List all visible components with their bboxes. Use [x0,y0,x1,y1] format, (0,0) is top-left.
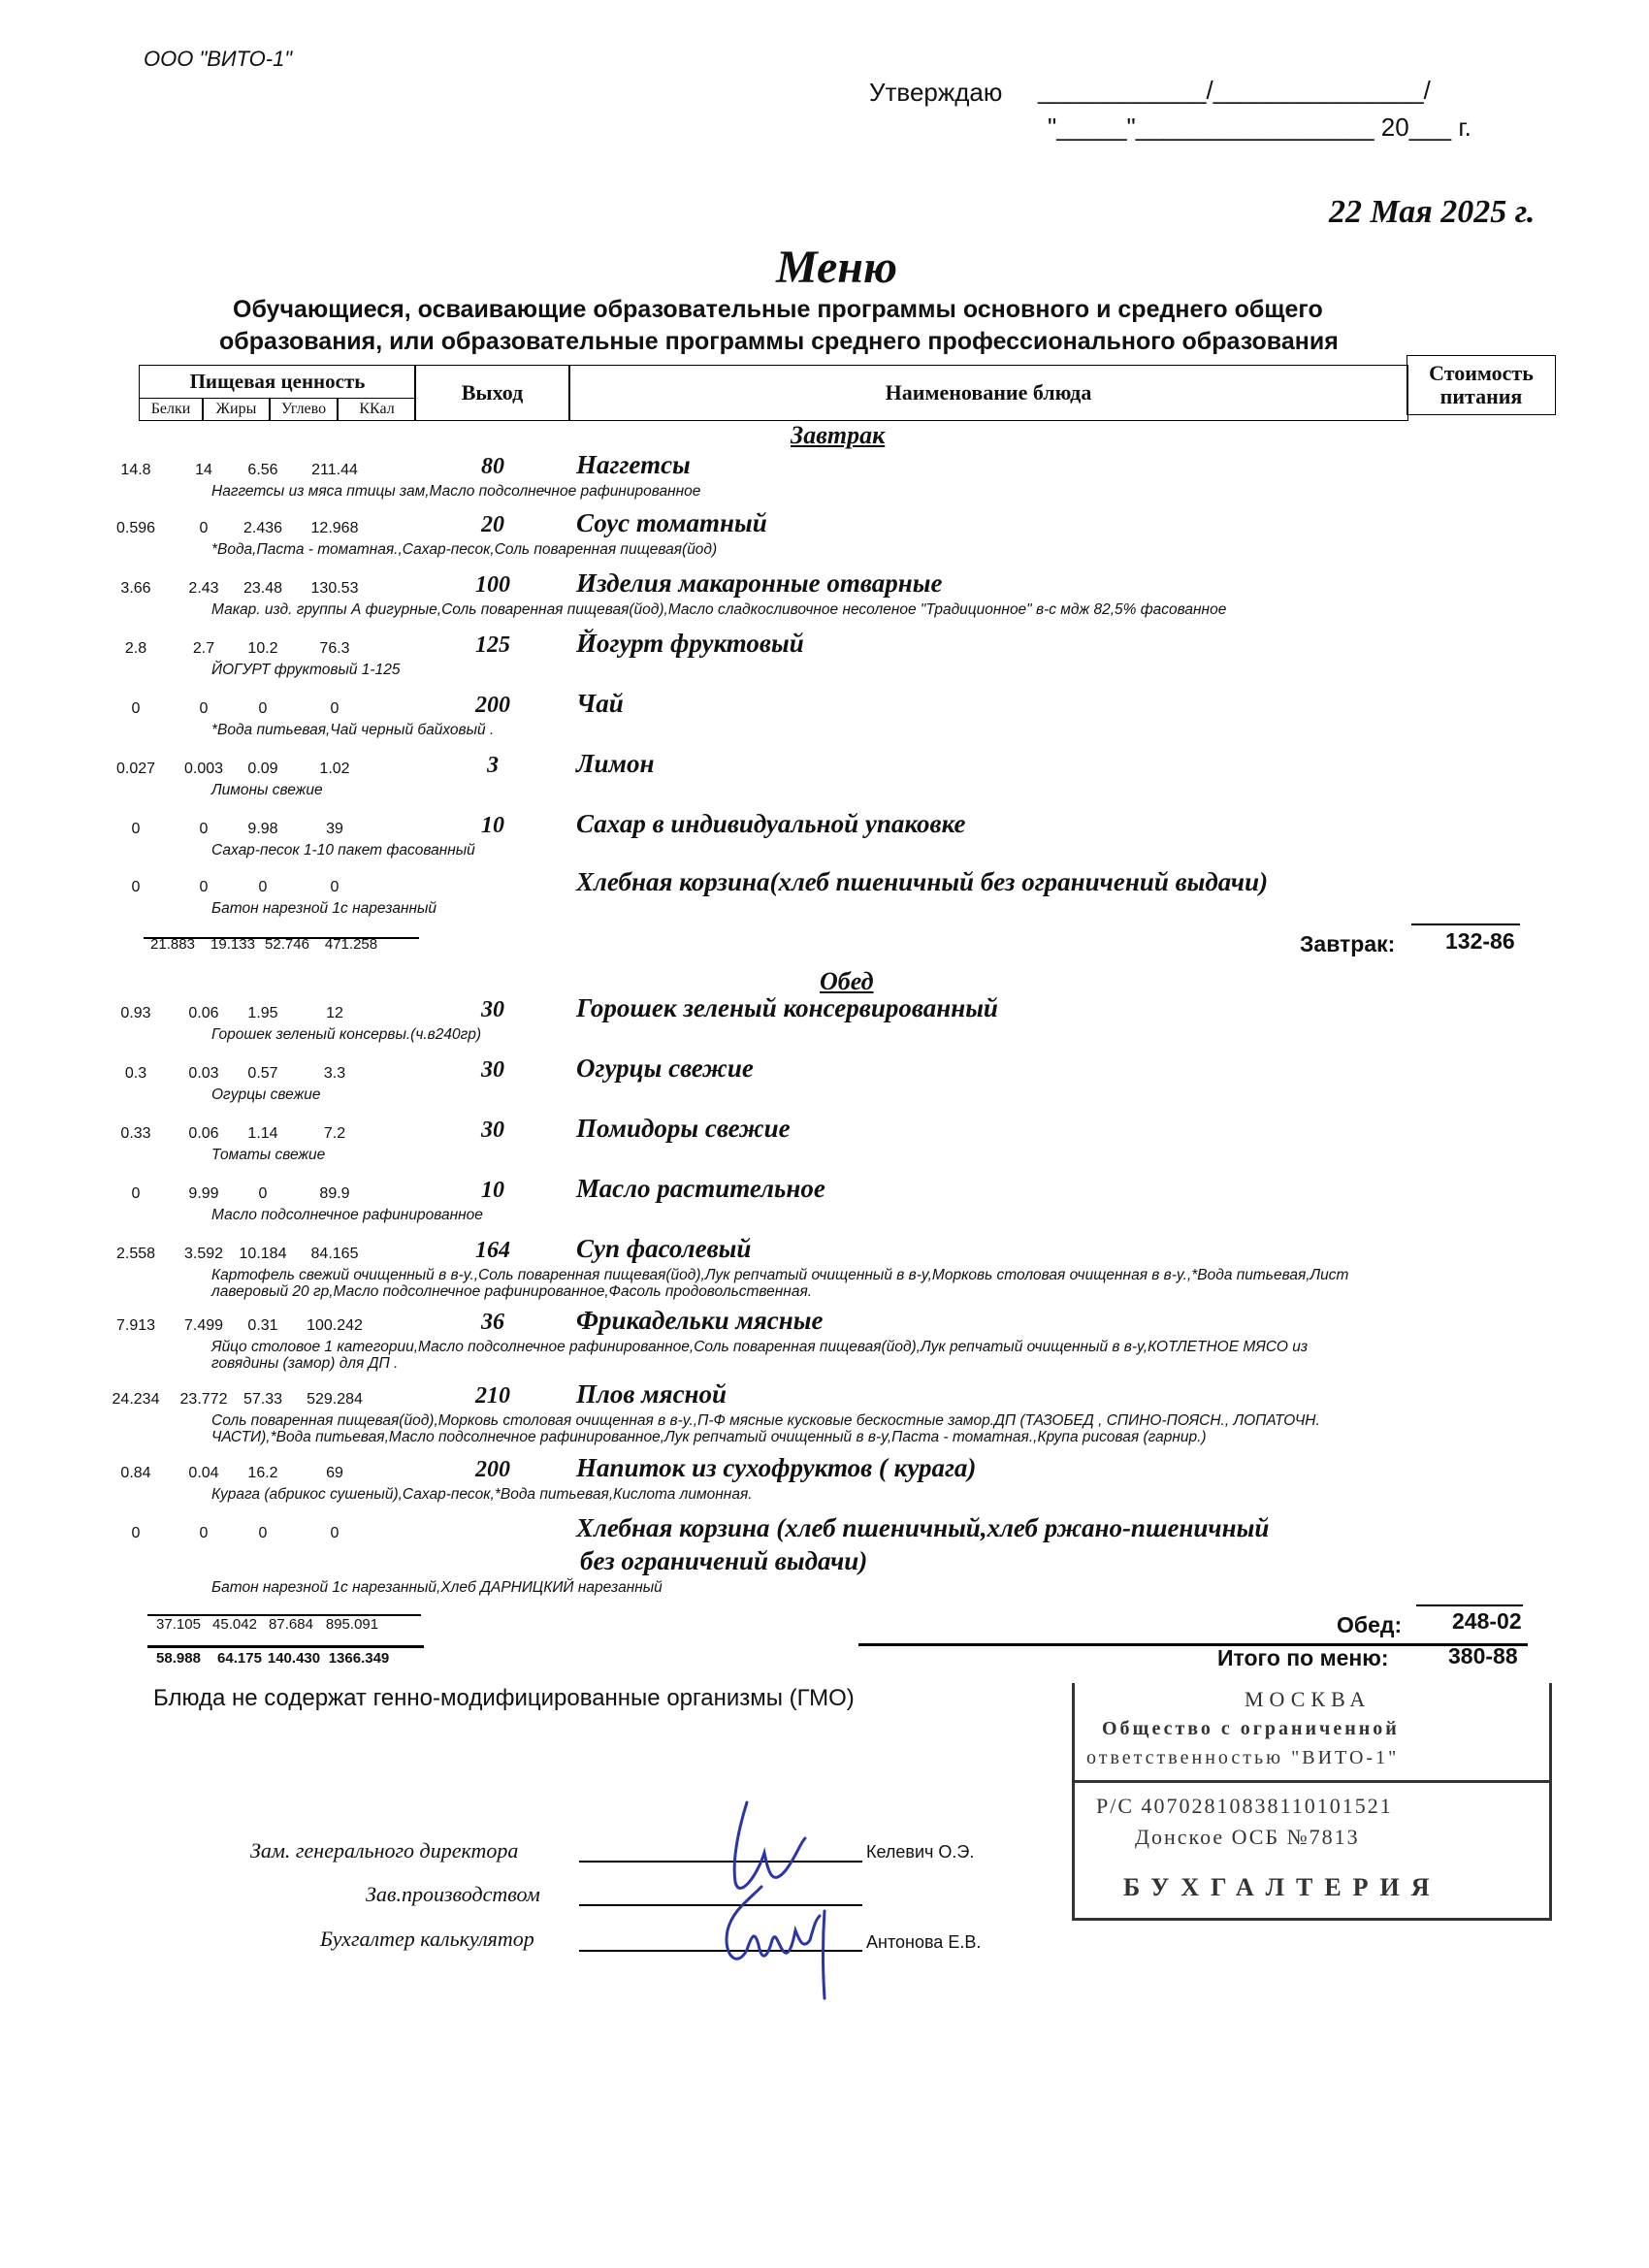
row-output: 10 [481,813,504,838]
subtitle-line-2: образования, или образовательные программы среднего профессионального образования [219,328,1339,355]
page-title: Меню [776,242,897,293]
header-dish: Наименование блюда [568,365,1408,421]
row-proteins: 0 [131,1525,141,1541]
row-carbs: 57.33 [242,1391,283,1408]
row-carbs: 1.95 [247,1005,278,1021]
row-carbs: 0 [258,879,268,895]
row-ingredients: ЙОГУРТ фруктовый 1-125 [211,662,401,678]
row-carbs: 6.56 [247,462,278,478]
row-kcal: 39 [326,821,343,837]
row-output: 200 [475,1457,510,1482]
row-dish-name: Сахар в индивидуальной упаковке [576,809,966,838]
row-kcal: 130.53 [310,580,359,597]
breakfast-cost-value: 132-86 [1445,928,1515,954]
row-ingredients: Наггетсы из мяса птицы зам,Масло подсолнечное рафинированное [211,483,701,500]
row-carbs: 0 [258,700,268,717]
section-title-breakfast: Завтрак [791,421,886,449]
row-fats: 23.772 [179,1391,228,1408]
row-ingredients: Макар. изд. группы А фигурные,Соль поваренная пищевая(йод),Масло сладкосливочное несоленое "Традиционное" в-с мдж 82,5% фасованное [211,601,1227,618]
row-output: 3 [487,753,499,778]
subtitle-line-1: Обучающиеся, осваивающие образовательные программы основного и среднего общего [233,296,1323,323]
row-proteins: 2.558 [115,1246,156,1262]
approve-date-line: "_____"_________________ 20___ г. [1048,113,1471,142]
row-carbs: 9.98 [247,821,278,837]
row-dish-name: Лимон [576,749,655,778]
row-carbs: 1.14 [247,1125,278,1142]
row-dish-name: Горошек зеленый консервированный [576,993,998,1022]
row-kcal: 1.02 [319,761,350,777]
row-proteins: 0.93 [120,1005,151,1021]
stamp-department: БУХГАЛТЕРИЯ [1123,1873,1441,1901]
stamp-divider [1075,1780,1549,1783]
header-kcal: ККал [338,398,416,421]
row-carbs: 0.31 [247,1317,278,1334]
stamp-city: МОСКВА [1245,1687,1372,1711]
row-dish-name-cont: без ограничений выдачи) [580,1546,868,1575]
grand-total-proteins: 58.988 [156,1650,201,1667]
row-fats: 0 [199,879,209,895]
header-output: Выход [414,365,570,421]
row-carbs: 23.48 [242,580,283,597]
row-dish-name: Помидоры свежие [576,1114,791,1143]
row-output: 30 [481,997,504,1022]
row-output: 100 [475,572,510,598]
row-output: 200 [475,693,510,718]
signature-role-director: Зам. генерального директора [250,1838,519,1863]
row-fats: 0 [199,520,209,536]
row-output: 30 [481,1057,504,1083]
row-kcal: 3.3 [323,1065,346,1082]
row-output: 210 [475,1383,510,1409]
row-proteins: 0 [131,879,141,895]
lunch-cost-label: Обед: [1337,1612,1403,1637]
row-fats: 0.04 [188,1465,219,1481]
header-fats: Жиры [203,398,270,421]
row-ingredients: Курага (абрикос сушеный),Сахар-песок,*Вода питьевая,Кислота лимонная. [211,1486,753,1503]
row-proteins: 0.596 [115,520,156,536]
signature-name-accountant: Антонова Е.В. [866,1932,982,1952]
signature-role-production: Зав.производством [366,1882,540,1906]
handwritten-signature [679,1785,892,2018]
row-kcal: 12.968 [310,520,359,536]
gmo-note: Блюда не содержат генно-модифицированные организмы (ГМО) [153,1685,855,1711]
row-ingredients: Соль поваренная пищевая(йод),Морковь столовая очищенная в в-у.,П-Ф мясные кусковые бескостные замор.ДП (ТАЗОБЕД , СПИНО-ПОЯСН., ЛОПАТОЧН. [211,1412,1320,1429]
row-dish-name: Изделия макаронные отварные [576,568,943,598]
row-fats: 0.03 [188,1065,219,1082]
row-carbs: 0 [258,1185,268,1202]
row-kcal: 89.9 [319,1185,350,1202]
row-ingredients: Яйцо столовое 1 категории,Масло подсолнечное рафинированное,Соль поваренная пищевая(йод),Лук репчатый очищенный в в-у,КОТЛЕТНОЕ МЯСО из [211,1339,1309,1355]
row-output: 164 [475,1238,510,1263]
row-proteins: 0.3 [124,1065,147,1082]
row-ingredients: *Вода питьевая,Чай черный байховый . [211,722,495,738]
row-fats: 0.003 [183,761,224,777]
menu-total-value: 380-88 [1448,1643,1518,1669]
row-proteins: 3.66 [120,580,151,597]
row-kcal: 0 [330,879,340,895]
lunch-total-carbs: 87.684 [269,1616,313,1633]
row-ingredients: *Вода,Паста - томатная.,Сахар-песок,Соль поваренная пищевая(йод) [211,541,718,558]
row-ingredients-cont: лаверовый 20 гр,Масло подсолнечное рафинированное,Фасоль продовольственная. [211,1283,813,1300]
row-dish-name: Хлебная корзина(хлеб пшеничный без ограничений выдачи) [576,867,1269,896]
row-proteins: 24.234 [112,1391,160,1408]
row-ingredients-cont: ЧАСТИ),*Вода питьевая,Масло подсолнечное рафинированное,Лук репчатый очищенный в в-у,Паста - томатная.,Крупа рисовая (гарнир.) [211,1429,1207,1445]
breakfast-total-fats: 19.133 [210,936,255,953]
row-kcal: 7.2 [323,1125,346,1142]
grand-total-rule [147,1645,424,1648]
row-ingredients: Картофель свежий очищенный в в-у.,Соль поваренная пищевая(йод),Лук репчатый очищенный в в-у,Морковь столовая очищенная в в-у.,*Вода питьевая,Лист [211,1267,1349,1283]
row-ingredients-cont: говядины (замор) для ДП . [211,1355,399,1372]
row-fats: 0 [199,821,209,837]
row-dish-name: Хлебная корзина (хлеб пшеничный,хлеб ржано-пшеничный [576,1513,1270,1542]
row-fats: 2.7 [192,640,215,657]
row-proteins: 0 [131,821,141,837]
row-kcal: 211.44 [311,462,358,478]
row-kcal: 84.165 [310,1246,359,1262]
row-proteins: 2.8 [124,640,147,657]
lunch-cost-value: 248-02 [1452,1608,1522,1634]
menu-total-label: Итого по меню: [1217,1645,1389,1670]
grand-total-carbs: 140.430 [267,1650,321,1667]
row-output: 80 [481,454,504,479]
stamp-org-line-2: ответственностью "ВИТО-1" [1086,1747,1400,1768]
row-dish-name: Плов мясной [576,1379,728,1409]
row-dish-name: Фрикадельки мясные [576,1306,824,1335]
row-ingredients: Масло подсолнечное рафинированное [211,1207,483,1223]
row-fats: 0.06 [188,1125,219,1142]
row-dish-name: Масло растительное [576,1174,825,1203]
row-fats: 0 [199,700,209,717]
organization-stamp [1072,1683,1552,1921]
row-dish-name: Огурцы свежие [576,1053,754,1083]
row-fats: 0 [199,1525,209,1541]
row-dish-name: Соус томатный [576,508,767,537]
header-nutrition: Пищевая ценность [139,365,416,398]
row-kcal: 12 [326,1005,343,1021]
row-output: 30 [481,1118,504,1143]
row-proteins: 0.33 [120,1125,151,1142]
lunch-total-proteins: 37.105 [156,1616,201,1633]
row-fats: 7.499 [183,1317,224,1334]
stamp-org-line-1: Общество с ограниченной [1102,1718,1400,1739]
row-ingredients: Батон нарезной 1с нарезанный,Хлеб ДАРНИЦКИЙ нарезанный [211,1579,663,1596]
breakfast-cost-rule [1411,923,1520,925]
row-carbs: 16.2 [247,1465,278,1481]
breakfast-total-proteins: 21.883 [150,936,195,953]
row-fats: 0.06 [188,1005,219,1021]
row-proteins: 0.84 [120,1465,151,1481]
approve-label: Утверждаю [869,78,1003,107]
row-dish-name: Напиток из сухофруктов ( курага) [576,1453,977,1482]
row-proteins: 0 [131,1185,141,1202]
lunch-total-kcal: 895.091 [325,1616,379,1633]
menu-date: 22 Мая 2025 г. [1329,194,1536,230]
row-ingredients: Огурцы свежие [211,1086,321,1103]
row-fats: 2.43 [188,580,219,597]
row-output: 36 [481,1310,504,1335]
row-proteins: 0.027 [115,761,156,777]
signature-role-accountant: Бухгалтер калькулятор [320,1927,534,1951]
row-dish-name: Чай [576,689,624,718]
header-proteins: Белки [139,398,203,421]
signature-name-director: Келевич О.Э. [866,1842,975,1862]
row-output: 20 [481,512,504,537]
row-carbs: 0 [258,1525,268,1541]
breakfast-total-kcal: 471.258 [324,936,378,953]
grand-total-fats: 64.175 [217,1650,262,1667]
stamp-bank: Донское ОСБ №7813 [1135,1825,1360,1849]
row-ingredients: Сахар-песок 1-10 пакет фасованный [211,842,475,859]
row-ingredients: Батон нарезной 1с нарезанный [211,900,437,917]
row-dish-name: Йогурт фруктовый [576,629,804,658]
breakfast-cost-label: Завтрак: [1300,931,1396,956]
lunch-cost-rule [1416,1604,1523,1606]
row-fats: 3.592 [183,1246,224,1262]
lunch-total-fats: 45.042 [212,1616,257,1633]
row-fats: 9.99 [188,1185,219,1202]
row-kcal: 100.242 [307,1317,363,1334]
row-carbs: 0.57 [247,1065,278,1082]
stamp-account: Р/С 40702810838110101521 [1096,1794,1393,1818]
row-ingredients: Горошек зеленый консервы.(ч.в240гр) [211,1026,482,1043]
grand-total-kcal: 1366.349 [328,1650,390,1667]
menu-total-rule [858,1643,1528,1646]
row-kcal: 69 [326,1465,343,1481]
section-title-lunch: Обед [820,967,874,995]
header-cost: Стоимость питания [1406,355,1556,415]
row-ingredients: Томаты свежие [211,1147,326,1163]
header-carbs: Углево [270,398,338,421]
row-output: 10 [481,1178,504,1203]
row-carbs: 0.09 [247,761,278,777]
row-kcal: 529.284 [307,1391,363,1408]
organization-name: ООО "ВИТО-1" [144,47,293,71]
row-proteins: 0 [131,700,141,717]
row-dish-name: Наггетсы [576,450,691,479]
row-proteins: 14.8 [120,462,151,478]
row-proteins: 7.913 [115,1317,156,1334]
row-carbs: 10.2 [247,640,278,657]
approve-signature-line: ____________/_______________/ [1038,76,1431,105]
breakfast-total-carbs: 52.746 [265,936,309,953]
row-carbs: 2.436 [242,520,283,536]
row-ingredients: Лимоны свежие [211,782,323,798]
row-kcal: 0 [330,1525,340,1541]
row-kcal: 0 [330,700,340,717]
row-output: 125 [475,632,510,658]
row-fats: 14 [195,462,212,478]
row-carbs: 10.184 [239,1246,287,1262]
row-dish-name: Суп фасолевый [576,1234,752,1263]
row-kcal: 76.3 [319,640,350,657]
